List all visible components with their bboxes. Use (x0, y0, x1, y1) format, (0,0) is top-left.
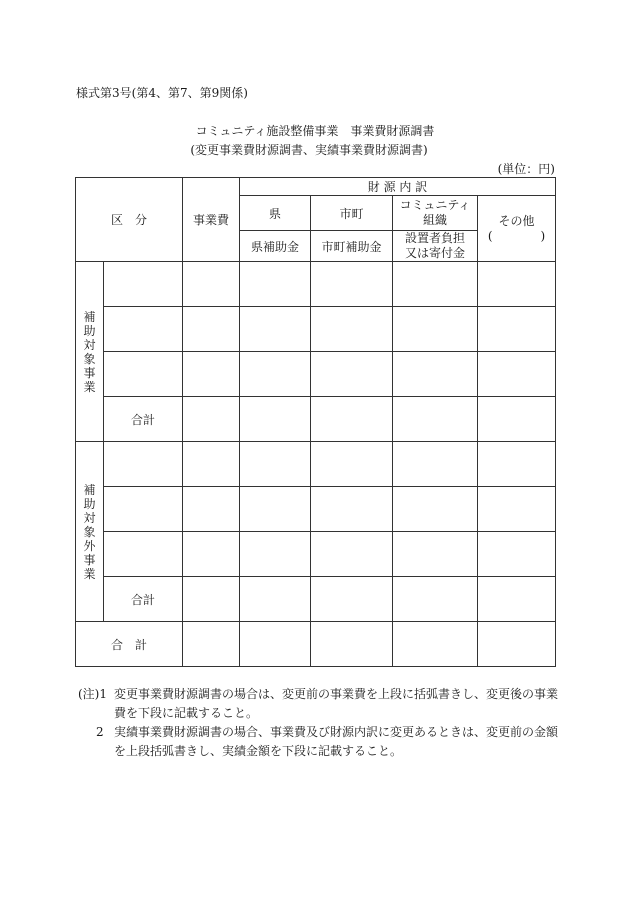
header-kubun: 区 分 (76, 178, 183, 262)
cell[interactable] (311, 577, 393, 622)
cell[interactable] (393, 262, 478, 307)
note-number: (注)1 (78, 687, 107, 701)
group2-label (76, 442, 104, 622)
cell[interactable] (393, 487, 478, 532)
cell[interactable] (311, 397, 393, 442)
group1-char: 象 (83, 351, 96, 366)
cell[interactable] (240, 307, 311, 352)
cell[interactable] (478, 397, 556, 442)
group2-char: 象 (83, 524, 96, 539)
group1-char: 補 (83, 309, 96, 324)
cell[interactable] (311, 442, 393, 487)
cell[interactable] (104, 532, 183, 577)
cell[interactable] (393, 397, 478, 442)
title-line-1: コミュニティ施設整備事業 事業費財源調書 (195, 124, 435, 138)
cell[interactable] (183, 352, 240, 397)
cell[interactable] (478, 487, 556, 532)
group2-char: 助 (83, 496, 96, 511)
header-community (393, 196, 478, 231)
unit-label: (単位：円) (497, 162, 555, 176)
cell[interactable] (478, 622, 556, 667)
cell[interactable] (478, 532, 556, 577)
group1-char: 事 (83, 365, 96, 380)
cell[interactable] (393, 352, 478, 397)
cell[interactable] (393, 622, 478, 667)
note-text: 実績事業費財源調書の場合、事業費及び財源内訳に変更あるときは、変更前の金額を上段括弧書きし、実績金額を下段に記載すること。 (114, 725, 559, 758)
note-2 (78, 723, 568, 761)
cell[interactable] (240, 487, 311, 532)
cell[interactable] (240, 352, 311, 397)
header-shicho: 市町 (311, 196, 393, 231)
header-sonota-label: その他 (498, 213, 535, 228)
notes (78, 685, 568, 761)
cell[interactable] (393, 532, 478, 577)
cell[interactable] (183, 487, 240, 532)
cell[interactable] (240, 262, 311, 307)
cell[interactable] (311, 307, 393, 352)
cell[interactable] (311, 262, 393, 307)
cell[interactable] (478, 262, 556, 307)
group2-char: 外 (83, 538, 96, 553)
cell[interactable] (240, 397, 311, 442)
grand-total-label: 合 計 (76, 622, 183, 667)
cell[interactable] (311, 532, 393, 577)
cell[interactable] (183, 622, 240, 667)
cell[interactable] (240, 442, 311, 487)
cell[interactable] (183, 397, 240, 442)
cell[interactable] (478, 442, 556, 487)
cell[interactable] (104, 352, 183, 397)
cell[interactable] (104, 262, 183, 307)
cell[interactable] (393, 577, 478, 622)
header-shicho-sub: 市町補助金 (311, 231, 393, 262)
header-community-sub-line2: 又は寄付金 (404, 246, 465, 260)
group1-subtotal-label: 合計 (104, 397, 183, 442)
header-zaigen-uchiwake: 財 源 内 訳 (240, 178, 556, 196)
cell[interactable] (393, 442, 478, 487)
title-line-2: (変更事業費財源調書、実績事業費財源調書) (190, 143, 428, 157)
note-text: 変更事業費財源調書の場合は、変更前の事業費を上段に括弧書きし、変更後の事業費を下段に記載すること。 (114, 687, 559, 720)
note-number: 2 (96, 725, 104, 739)
document-title (0, 122, 630, 160)
group1-char: 助 (83, 323, 96, 338)
cell[interactable] (478, 577, 556, 622)
note-1 (78, 685, 568, 723)
cell[interactable] (240, 532, 311, 577)
group1-char: 対 (83, 337, 96, 352)
group2-char: 対 (83, 510, 96, 525)
cell[interactable] (311, 487, 393, 532)
header-jigyohi: 事業費 (183, 178, 240, 262)
cell[interactable] (311, 622, 393, 667)
cell[interactable] (478, 307, 556, 352)
cell[interactable] (183, 532, 240, 577)
cell[interactable] (183, 307, 240, 352)
group1-char: 業 (83, 379, 96, 394)
header-ken-sub: 県補助金 (240, 231, 311, 262)
header-community-line1: コミュニティ (399, 198, 471, 212)
cell[interactable] (393, 307, 478, 352)
cell[interactable] (240, 577, 311, 622)
group1-label (76, 262, 104, 442)
cell[interactable] (240, 622, 311, 667)
header-sonota (478, 196, 556, 262)
header-community-sub (393, 231, 478, 262)
header-sonota-paren: ( ) (487, 228, 546, 243)
cell[interactable] (183, 577, 240, 622)
group2-char: 事 (83, 552, 96, 567)
group2-char: 業 (83, 566, 96, 581)
cell[interactable] (104, 442, 183, 487)
header-community-line2: 組織 (422, 213, 447, 227)
funding-table (75, 177, 556, 667)
cell[interactable] (104, 307, 183, 352)
cell[interactable] (311, 352, 393, 397)
header-ken: 県 (240, 196, 311, 231)
group2-subtotal-label: 合計 (104, 577, 183, 622)
cell[interactable] (183, 262, 240, 307)
cell[interactable] (104, 487, 183, 532)
form-number: 様式第3号(第4、第7、第9関係) (76, 86, 248, 100)
cell[interactable] (183, 442, 240, 487)
header-community-sub-line1: 設置者負担 (404, 231, 465, 245)
cell[interactable] (478, 352, 556, 397)
group2-char: 補 (83, 482, 96, 497)
